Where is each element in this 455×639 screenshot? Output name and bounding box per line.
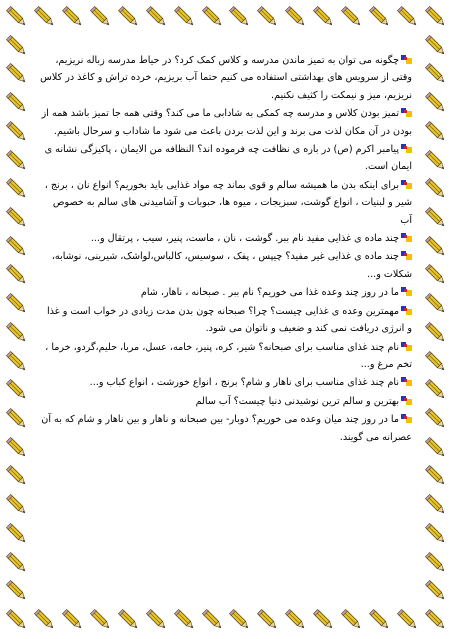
pencil-icon — [423, 320, 449, 346]
pencil-icon — [423, 550, 449, 576]
pencil-icon — [4, 320, 30, 346]
pencil-icon — [423, 262, 449, 288]
pencil-icon — [4, 119, 30, 145]
list-item-text: ما در روز چند میان وعده می خوریم؟ دوبار- بین صبحانه و ناهار و بین ناهار و شام که به آن عصرانه می گویند. — [41, 414, 412, 443]
pencil-icon — [283, 4, 309, 30]
pencil-icon — [255, 607, 281, 633]
pencil-icon — [423, 435, 449, 461]
pencil-icon — [423, 33, 449, 59]
bullet-marker-icon — [401, 142, 412, 151]
list-item-text: برای اینکه بدن ما همیشه سالم و قوی بماند چه مواد غذایی باید بخوریم؟ انواع نان ، برنج ، شیر و لبنیات ، انواع گوشت، سبزیجات ، میوه ها، حبوبات و آشامیدنی های سالم به خصوص آب — [44, 179, 412, 226]
pencil-icon — [4, 578, 30, 604]
pencil-icon — [4, 234, 30, 260]
pencil-icon — [4, 435, 30, 461]
pencil-icon — [423, 578, 449, 604]
pencil-icon — [227, 607, 253, 633]
pencil-icon — [423, 205, 449, 231]
bullet-marker-icon — [401, 394, 412, 403]
pencil-icon — [423, 406, 449, 432]
list-item — [40, 230, 412, 247]
pencil-icon — [423, 463, 449, 489]
list-item — [40, 393, 412, 410]
pencil-icon — [4, 463, 30, 489]
pencil-icon — [144, 607, 170, 633]
list-item-text: ما در روز چند وعده غذا می خوریم؟ نام ببر . صبحانه ، ناهار، شام — [140, 287, 399, 299]
pencil-icon — [395, 4, 421, 30]
list-item — [40, 105, 412, 140]
document-body — [40, 52, 412, 592]
pencil-icon — [4, 61, 30, 87]
pencil-icon — [339, 4, 365, 30]
list-item-text: چند ماده ی غذایی غیر مفید؟ چیپس ، پفک ، سوسیس، کالباس،لواشک، شیرینی، نوشابه، شکلات و... — [51, 251, 412, 280]
pencil-icon — [227, 4, 253, 30]
bullet-marker-icon — [401, 340, 412, 349]
pencil-icon — [172, 4, 198, 30]
list-item-text: نام چند غذای مناسب برای صبحانه؟ شیر، کره، پنیر، خامه، عسل، مربا، حلیم،گردو، خرما ، تخم مرغ و... — [45, 341, 412, 370]
pencil-icon — [4, 349, 30, 375]
pencil-icon — [4, 262, 30, 288]
pencil-icon — [144, 4, 170, 30]
pencil-icon — [4, 291, 30, 317]
list-item — [40, 284, 412, 301]
pencil-icon — [367, 607, 393, 633]
bullet-marker-icon — [401, 53, 412, 62]
pencil-icon — [4, 607, 30, 633]
pencil-icon — [32, 4, 58, 30]
bullet-marker-icon — [401, 231, 412, 240]
list-item — [40, 339, 412, 374]
list-item-text: بهترین و سالم ترین نوشیدنی دنیا چیست؟ آب سالم — [195, 395, 399, 407]
pencil-icon — [423, 90, 449, 116]
pencil-icon — [367, 4, 393, 30]
list-item — [40, 141, 412, 176]
bullet-marker-icon — [401, 178, 412, 187]
bullet-marker-icon — [401, 249, 412, 258]
pencil-icon — [311, 4, 337, 30]
pencil-icon — [4, 90, 30, 116]
pencil-icon — [200, 4, 226, 30]
pencil-icon — [423, 349, 449, 375]
pencil-icon — [311, 607, 337, 633]
pencil-icon — [4, 492, 30, 518]
pencil-icon — [4, 550, 30, 576]
pencil-icon — [4, 406, 30, 432]
pencil-icon — [116, 4, 142, 30]
pencil-icon — [4, 148, 30, 174]
pencil-icon — [423, 61, 449, 87]
pencil-icon — [88, 4, 114, 30]
bullet-marker-icon — [401, 285, 412, 294]
pencil-icon — [4, 4, 30, 30]
pencil-icon — [423, 176, 449, 202]
pencil-icon — [423, 607, 449, 633]
list-item — [40, 177, 412, 229]
list-item — [40, 374, 412, 391]
list-item-text: مهمترین وعده ی غذایی چیست؟ چرا؟ صبحانه چون بدن مدت زیادی در خواب است و غذا و انرژی دریافت نمی کند و ضعیف و ناتوان می شود. — [46, 305, 412, 335]
pencil-icon — [423, 234, 449, 260]
pencil-icon — [423, 377, 449, 403]
pencil-icon — [255, 4, 281, 30]
pencil-icon — [423, 119, 449, 145]
pencil-icon — [4, 176, 30, 202]
pencil-icon — [60, 607, 86, 633]
pencil-icon — [423, 492, 449, 518]
list-item-text: چگونه می توان به تمیز ماندن مدرسه و کلاس کمک کرد؟ در حیاط مدرسه زباله نریزیم، وقتی از سرویس های بهداشتی استفاده می کنیم حتما آب بریزیم، خرده تراش و کاغذ در کلاس نریزیم، میز و نیمکت را کثیف نکنیم. — [40, 55, 412, 101]
bullet-marker-icon — [401, 412, 412, 421]
pencil-icon — [339, 607, 365, 633]
list-item-text: پیامبر اکرم (ص) در باره ی نظافت چه فرموده اند؟ النظافه من الایمان ، پاکیزگی نشانه ی ایمان است. — [44, 144, 412, 173]
bullet-marker-icon — [401, 304, 412, 313]
pencil-icon — [423, 521, 449, 547]
pencil-icon — [283, 607, 309, 633]
list-item-text: نام چند غذای مناسب برای ناهار و شام؟ برنج ، انواع خورشت ، انواع کباب و... — [89, 377, 399, 389]
list-item — [40, 248, 412, 283]
pencil-icon — [200, 607, 226, 633]
bullet-marker-icon — [401, 375, 412, 384]
pencil-icon — [172, 607, 198, 633]
list-item — [40, 303, 412, 338]
pencil-icon — [60, 4, 86, 30]
pencil-icon — [4, 521, 30, 547]
pencil-icon — [423, 291, 449, 317]
list-item — [40, 52, 412, 104]
pencil-icon — [4, 205, 30, 231]
pencil-icon — [423, 148, 449, 174]
list-item — [40, 411, 412, 446]
pencil-icon — [88, 607, 114, 633]
pencil-icon — [116, 607, 142, 633]
pencil-icon — [4, 33, 30, 59]
pencil-icon — [32, 607, 58, 633]
list-item-text: چند ماده ی غذایی مفید نام ببر. گوشت ، نان ، ماست، پنیر، سیب ، پرتقال و... — [90, 233, 399, 245]
pencil-icon — [4, 377, 30, 403]
bullet-marker-icon — [401, 106, 412, 115]
pencil-icon — [423, 4, 449, 30]
list-item-text: تمیز بودن کلاس و مدرسه چه کمکی به شادابی ما می کند؟ وقتی همه جا تمیز باشد همه از بودن در آن مکان لذت می برند و این لذت بردن باعث می شود ما شاداب و سرحال باشیم. — [41, 108, 412, 137]
pencil-icon — [395, 607, 421, 633]
